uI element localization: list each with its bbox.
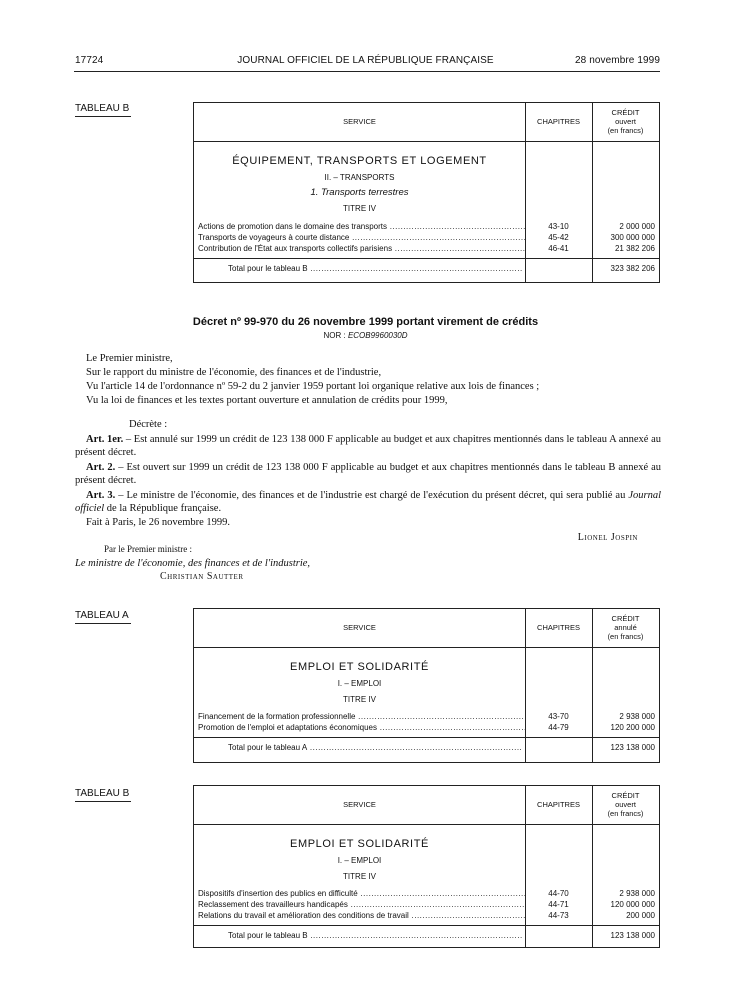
- row-amount: 21 382 206: [614, 244, 655, 253]
- row-chapter: 43-10: [548, 222, 569, 231]
- row-label: Relations du travail et amélioration des conditions de travail .....: [198, 911, 525, 920]
- nor-prefix: NOR :: [323, 331, 346, 340]
- column-header-chapitres: CHAPITRES: [537, 800, 580, 809]
- section-title: II. – TRANSPORTS: [324, 173, 395, 182]
- row-label: Actions de promotion dans le domaine des transports .....: [198, 222, 525, 231]
- intro-line: Vu l'article 14 de l'ordonnance nº 59-2 du 2 janvier 1959 portant loi organique relative aux lois de finances ;: [86, 381, 540, 392]
- issue-date: 28 novembre 1999: [575, 55, 660, 66]
- row-amount: 200 000: [626, 911, 655, 920]
- minister-name: Christian Sautter: [160, 571, 244, 582]
- row-amount: 300 000 000: [610, 233, 655, 242]
- table-row: [194, 244, 659, 255]
- row-amount: 2 938 000: [619, 889, 655, 898]
- table2-label: TABLEAU A: [75, 610, 129, 621]
- table1-label: TABLEAU B: [75, 103, 130, 114]
- credit-header-line: ouvert: [615, 117, 636, 126]
- journal-officiel-italic: Journal officiel: [75, 490, 661, 514]
- column-header-service: SERVICE: [343, 117, 376, 126]
- column-header-chapitres: CHAPITRES: [537, 117, 580, 126]
- credit-header-line: annulé: [614, 623, 637, 632]
- table1-label-rule: [75, 116, 131, 117]
- article-2: [75, 461, 661, 487]
- total-label: Total pour le tableau B .....: [228, 264, 522, 273]
- total-label: Total pour le tableau B .....: [228, 931, 522, 940]
- row-chapter: 44-79: [548, 723, 569, 732]
- decree-title: Décret nº 99-970 du 26 novembre 1999 portant virement de crédits: [192, 316, 539, 328]
- row-chapter: 46-41: [548, 244, 569, 253]
- intro-line: Le Premier ministre,: [86, 353, 173, 364]
- table2-label-rule: [75, 623, 131, 624]
- intro-line: Sur le rapport du ministre de l'économie, des finances et de l'industrie,: [86, 367, 382, 378]
- section-title: I. – EMPLOI: [337, 679, 382, 688]
- table-header: [194, 786, 659, 825]
- journal-title: JOURNAL OFFICIEL DE LA RÉPUBLIQUE FRANÇAISE: [237, 55, 494, 66]
- article-3: [75, 489, 661, 515]
- article-text: de la République française.: [104, 503, 222, 514]
- table3: [193, 785, 660, 948]
- titre-heading: TITRE IV: [343, 695, 376, 704]
- column-header-credit: [592, 614, 659, 641]
- ministry-title: ÉQUIPEMENT, TRANSPORTS ET LOGEMENT: [232, 155, 487, 167]
- row-chapter: 44-71: [548, 900, 569, 909]
- total-amount: 323 382 206: [610, 264, 655, 273]
- signatory-name: Lionel Jospin: [577, 532, 638, 543]
- column-header-service: SERVICE: [343, 800, 376, 809]
- row-amount: 2 000 000: [619, 222, 655, 231]
- table3-label-rule: [75, 801, 131, 802]
- table-row: [194, 911, 659, 922]
- credit-header-line: CRÉDIT: [611, 791, 640, 800]
- row-chapter: 43-70: [548, 712, 569, 721]
- column-header-credit: [592, 791, 659, 818]
- row-label: Financement de la formation professionnelle .....: [198, 712, 525, 721]
- table2: [193, 608, 660, 763]
- row-amount: 2 938 000: [619, 712, 655, 721]
- column-header-credit: [592, 108, 659, 135]
- section-title: I. – EMPLOI: [337, 856, 382, 865]
- decree-nor: [0, 331, 731, 340]
- table1: [193, 102, 660, 283]
- credit-header-line: (en francs): [607, 126, 644, 135]
- header-rule: [74, 71, 660, 72]
- ministry-title: EMPLOI ET SOLIDARITÉ: [290, 661, 429, 673]
- row-amount: 120 000 000: [610, 900, 655, 909]
- row-chapter: 44-70: [548, 889, 569, 898]
- table3-label: TABLEAU B: [75, 788, 130, 799]
- total-label: Total pour le tableau A .....: [228, 743, 522, 752]
- column-header-service: SERVICE: [343, 623, 376, 632]
- table-row: [194, 233, 659, 244]
- row-label: Contribution de l'État aux transports collectifs parisiens .....: [198, 244, 525, 253]
- subsection-title: 1. Transports terrestres: [310, 187, 409, 198]
- row-label: Promotion de l'emploi et adaptations économiques .....: [198, 723, 525, 732]
- row-label: Reclassement des travailleurs handicapés .....: [198, 900, 525, 909]
- page-number: 17724: [75, 55, 104, 66]
- credit-header-line: (en francs): [607, 809, 644, 818]
- table-row: [194, 723, 659, 734]
- done-at-line: Fait à Paris, le 26 novembre 1999.: [86, 517, 231, 528]
- credit-header-line: CRÉDIT: [611, 108, 640, 117]
- total-rule: [194, 258, 659, 259]
- table-row: [194, 712, 659, 723]
- column-header-chapitres: CHAPITRES: [537, 623, 580, 632]
- total-rule: [194, 737, 659, 738]
- titre-heading: TITRE IV: [343, 872, 376, 881]
- article-number: Art. 1er.: [86, 434, 124, 445]
- credit-header-line: CRÉDIT: [611, 614, 640, 623]
- intro-line: Vu la loi de finances et les textes portant ouverture et annulation de crédits pour 1999,: [86, 395, 448, 406]
- titre-heading: TITRE IV: [343, 204, 376, 213]
- article-number: Art. 2.: [86, 462, 116, 473]
- table-row: [194, 222, 659, 233]
- article-1: [75, 433, 661, 459]
- credit-header-line: (en francs): [607, 632, 644, 641]
- nor-code: ECOB9960030D: [347, 331, 408, 340]
- row-label: Transports de voyageurs à courte distance .....: [198, 233, 525, 242]
- article-text: – Le ministre de l'économie, des finances et de l'industrie est chargé de l'exécution du présent décret, qui sera publié au: [118, 490, 629, 501]
- table-header: [194, 103, 659, 142]
- table-row: [194, 900, 659, 911]
- row-chapter: 44-73: [548, 911, 569, 920]
- table-header: [194, 609, 659, 648]
- by-prime-minister: Par le Premier ministre :: [104, 544, 192, 554]
- decrete-heading: Décrète :: [129, 419, 168, 430]
- total-rule: [194, 925, 659, 926]
- article-text: – Est ouvert sur 1999 un crédit de 123 138 000 F applicable au budget et aux chapitres mentionnés dans le tableau B annexé au présent décret.: [75, 462, 662, 486]
- ministry-title: EMPLOI ET SOLIDARITÉ: [290, 838, 429, 850]
- row-label: Dispositifs d'insertion des publics en difficulté .....: [198, 889, 525, 898]
- article-text: – Est annulé sur 1999 un crédit de 123 138 000 F applicable au budget et aux chapitres mentionnés dans le tableau A annexé au présent décret.: [75, 434, 661, 458]
- row-amount: 120 200 000: [610, 723, 655, 732]
- total-amount: 123 138 000: [610, 743, 655, 752]
- minister-title: Le ministre de l'économie, des finances et de l'industrie,: [75, 558, 311, 569]
- credit-header-line: ouvert: [615, 800, 636, 809]
- article-number: Art. 3.: [86, 490, 116, 501]
- table-row: [194, 889, 659, 900]
- total-amount: 123 138 000: [610, 931, 655, 940]
- row-chapter: 45-42: [548, 233, 569, 242]
